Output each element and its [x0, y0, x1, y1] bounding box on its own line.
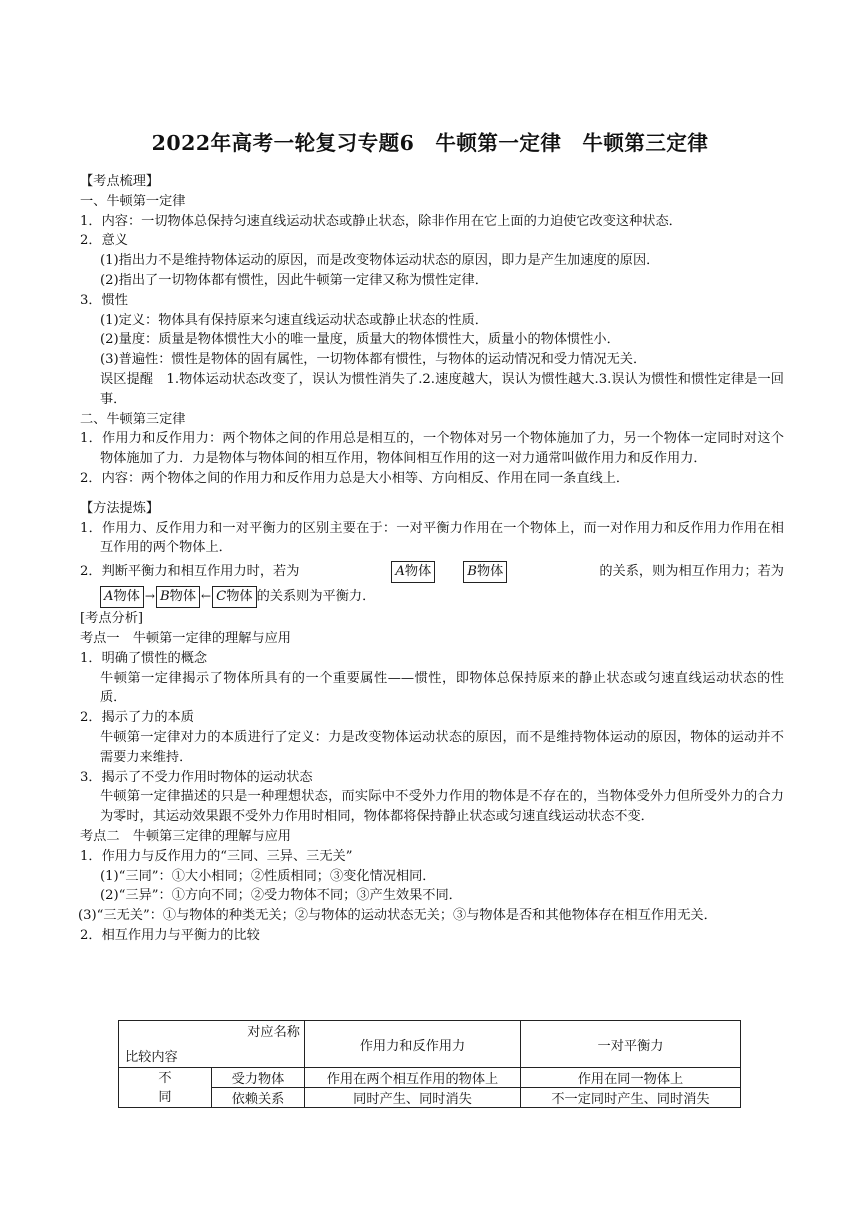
table-cell: 不一定同时产生、同时消失: [521, 1088, 741, 1108]
arrow-right-icon: →: [144, 589, 155, 604]
document-title: 2022年高考一轮复习专题6 牛顿第一定律 牛顿第三定律: [151, 131, 709, 155]
col-header-balanced: 一对平衡力: [521, 1021, 741, 1068]
section-2-heading: 二、牛顿第三定律: [80, 411, 186, 427]
s1-item-2b: (2)指出了一切物体都有惯性，因此牛顿第一定律又称为惯性定律．: [100, 272, 488, 288]
k1-item-1-text: 牛顿第一定律揭示了物体所具有的一个重要属性——惯性，即物体总保持原来的静止状态或匀速直线运动状态的性质．: [100, 670, 784, 706]
table-cell: 同时产生、同时消失: [305, 1088, 521, 1108]
method-item-2-text-b: 的关系，则为相互作用力；若为: [599, 564, 784, 580]
comparison-table: [118, 1020, 741, 1108]
s2-item-1: 1．作用力和反作用力：两个物体之间的作用总是相互的，一个物体对另一个物体施加了力，另一个物体一定同时对这个物体施加了力．力是物体与物体间的相互作用，物体间相互作用的这一对力通常叫做作用力和反作用力．: [80, 431, 784, 467]
k1-item-1: 1．明确了惯性的概念: [80, 650, 208, 666]
diagonal-header-cell: [119, 1021, 305, 1068]
document-body: [80, 172, 784, 946]
method-item-2-line-2: [80, 583, 784, 609]
s2-item-2: 2．内容：两个物体之间的作用力和反作用力总是大小相等、方向相反、作用在同一条直线上．: [80, 470, 630, 486]
misconception-tip: 误区提醒 1.物体运动状态改变了，误认为惯性消失了.2.速度越大，误认为惯性越大.3.误认为惯性和惯性定律是一回事．: [100, 371, 784, 407]
k1-item-3: 3．揭示了不受力作用时物体的运动状态: [80, 769, 313, 785]
k1-item-2: 2．揭示了力的本质: [80, 710, 194, 726]
k2-item-2: 2．相互作用力与平衡力的比较: [80, 927, 260, 943]
table-row: [119, 1068, 741, 1088]
table-header-row: [119, 1021, 741, 1068]
col-header-action-reaction: 作用力和反作用力: [305, 1021, 521, 1068]
k2-item-1: 1．作用力与反作用力的“三同、三异、三无关”: [80, 848, 353, 864]
table-cell: 作用在同一物体上: [521, 1068, 741, 1088]
box-b-object-2: B物体: [156, 586, 200, 608]
s1-item-3a: (1)定义：物体具有保持原来匀速直线运动状态或静止状态的性质．: [100, 312, 488, 328]
s1-item-3c: (3)普遍性：惯性是物体的固有属性，一切物体都有惯性，与物体的运动情况和受力情况无关．: [100, 352, 647, 368]
s1-item-3b: (2)量度：质量是物体惯性大小的唯一量度，质量大的物体惯性大，质量小的物体惯性小．: [100, 332, 620, 348]
diag-top-label: 对应名称: [247, 1025, 300, 1040]
s1-item-2a: (1)指出力不是维持物体运动的原因，而是改变物体运动状态的原因，即力是产生加速度的原因．: [100, 253, 660, 269]
k1-heading: 考点一 牛顿第一定律的理解与应用: [80, 630, 291, 646]
table-row: [119, 1088, 741, 1108]
k2-heading: 考点二 牛顿第三定律的理解与应用: [80, 828, 291, 844]
analysis-header: [考点分析]: [80, 611, 144, 627]
box-b-object: B物体: [463, 561, 507, 583]
group-label-cell: 不 同: [119, 1068, 212, 1108]
section-1-heading: 一、牛顿第一定律: [80, 193, 186, 209]
method-item-2-end: 的关系则为平衡力．: [256, 589, 376, 605]
method-item-1: 1．作用力、反作用力和一对平衡力的区别主要在于：一对平衡力作用在一个物体上，而一对作用力和反作用力作用在相互作用的两个物体上．: [80, 520, 784, 556]
table-cell: 作用在两个相互作用的物体上: [305, 1068, 521, 1088]
k1-item-2-text: 牛顿第一定律对力的本质进行了定义：力是改变物体运动状态的原因，而不是维持物体运动的原因，物体的运动并不需要力来维持．: [100, 729, 784, 765]
review-header: 【考点梳理】: [80, 174, 160, 189]
k1-item-3-text: 牛顿第一定律描述的只是一种理想状态，而实际中不受外力作用的物体是不存在的，当物体受外力但所受外力的合力为零时，其运动效果跟不受外力作用时相同，物体都将保持静止状态或匀速直线运动状态不变．: [100, 789, 784, 825]
s1-item-1: 1．内容：一切物体总保持匀速直线运动状态或静止状态，除非作用在它上面的力迫使它改变这种状态．: [80, 213, 682, 229]
box-a-object-2: A物体: [100, 586, 144, 608]
method-header: 【方法提炼】: [80, 500, 160, 516]
arrow-left-icon: ←: [201, 589, 212, 604]
row-label: 依赖关系: [212, 1088, 305, 1108]
k2-item-1a: (1)“三同”：①大小相同；②性质相同；③变化情况相同．: [100, 868, 436, 884]
s1-item-2: 2．意义: [80, 233, 128, 249]
method-item-2-text-a: 2．判断平衡力和相互作用力时，若为: [80, 564, 300, 580]
method-item-2-line-1: [80, 561, 784, 583]
row-label: 受力物体: [212, 1068, 305, 1088]
box-c-object: C物体: [212, 586, 256, 608]
k2-item-1c: (3)“三无关”：①与物体的种类无关；②与物体的运动状态无关；③与物体是否和其他物体存在相互作用无关．: [78, 908, 717, 924]
diag-bottom-label: 比较内容: [125, 1050, 178, 1065]
box-a-object: A物体: [391, 561, 435, 583]
s1-item-3: 3．惯性: [80, 292, 128, 308]
k2-item-1b: (2)“三异”：①方向不同；②受力物体不同；③产生效果不同．: [100, 888, 462, 904]
